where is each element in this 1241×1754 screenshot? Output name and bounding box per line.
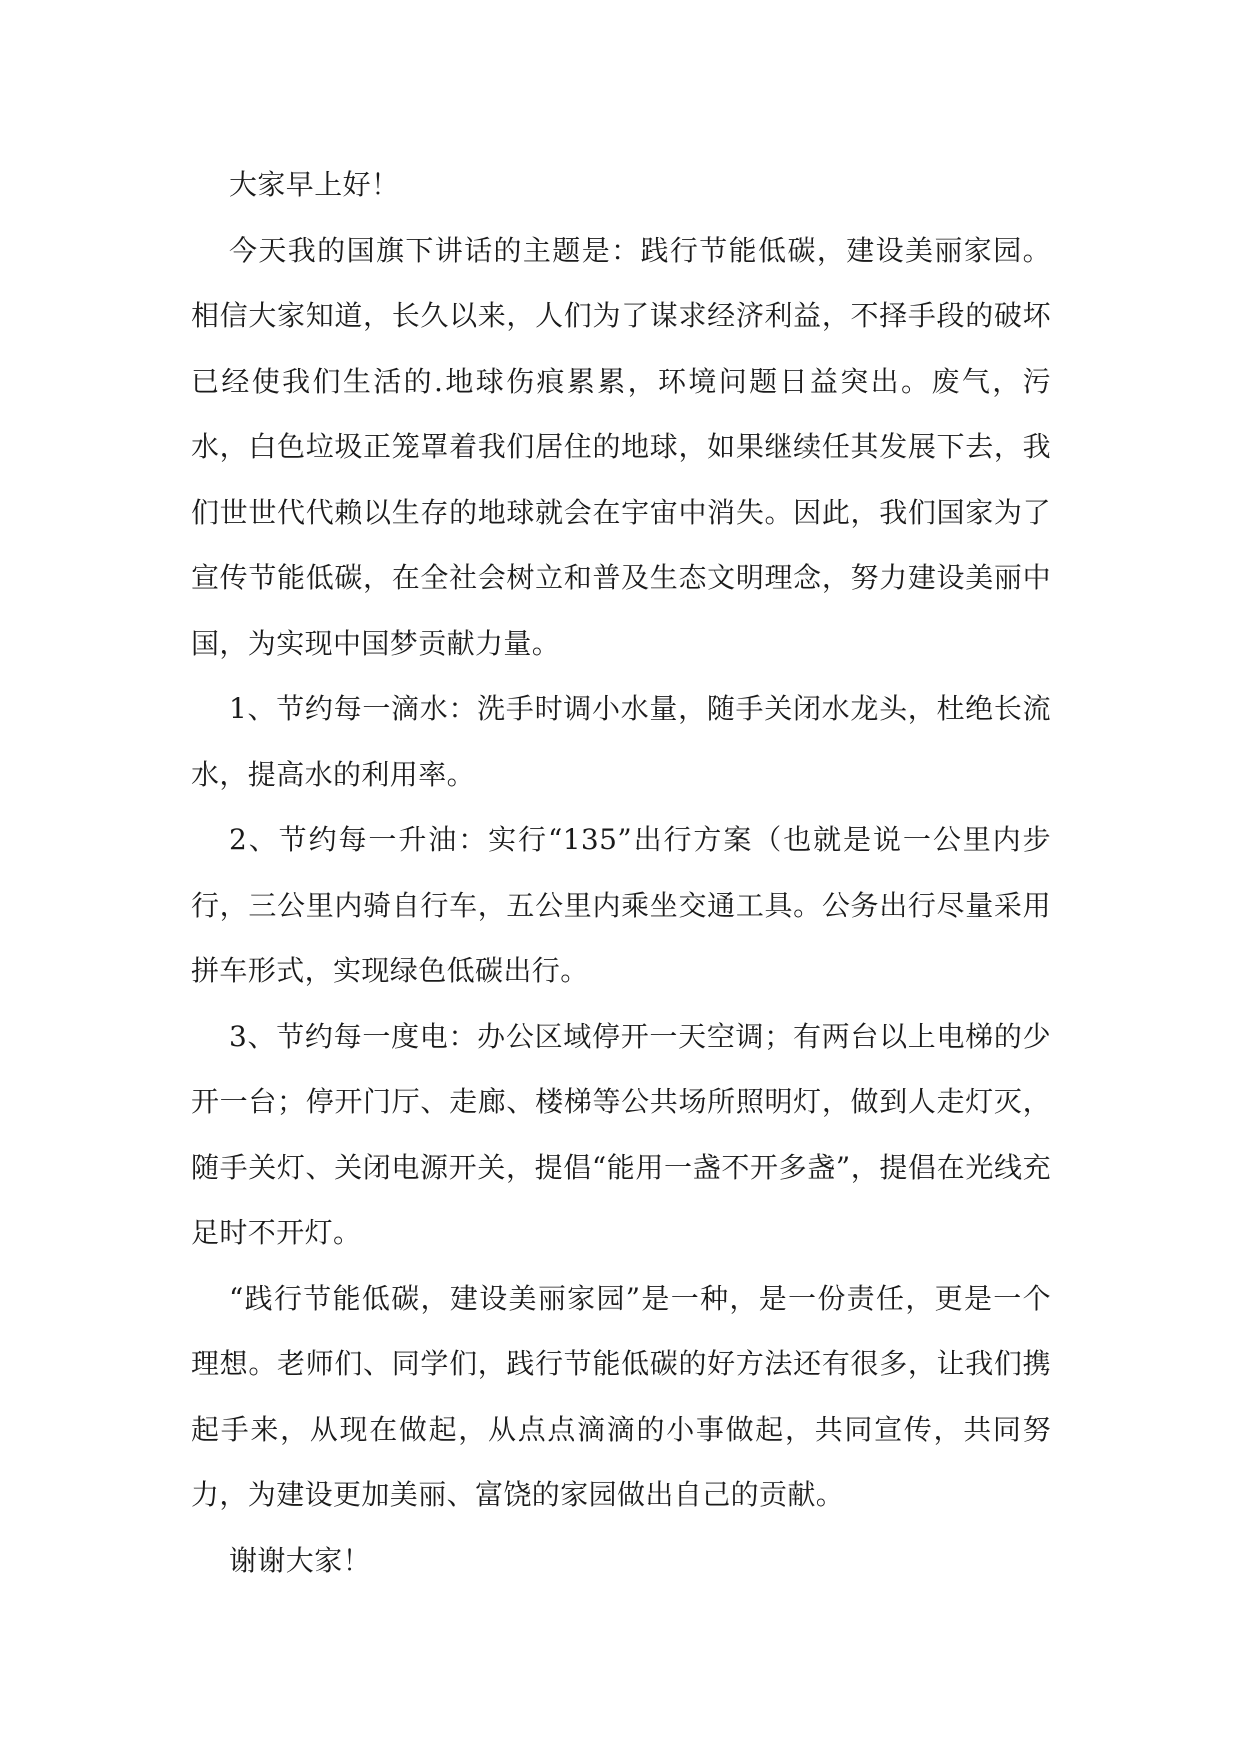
- closing-paragraph: “践行节能低碳，建设美丽家园”是一种，是一份责任，更是一个理想。老师们、同学们，践行节能低碳的好方法还有很多，让我们携起手来，从现在做起，从点点滴滴的小事做起，共同宣传，共同努力，为建设更加美丽、富饶的家园做出自己的贡献。: [191, 1281, 1051, 1511]
- greeting-paragraph: 大家早上好！: [229, 168, 400, 201]
- item-3-electricity-paragraph: 3、节约每一度电：办公区域停开一天空调；有两台以上电梯的少开一台；停开门厅、走廊、楼梯等公共场所照明灯，做到人走灯灭，随手关灯、关闭电源开关，提倡“能用一盏不开多盏”，提倡在光线充足时不开灯。: [191, 1019, 1051, 1249]
- item-2-oil-paragraph: 2、节约每一升油：实行“135”出行方案（也就是说一公里内步行，三公里内骑自行车，五公里内乘坐交通工具。公务出行尽量采用拼车形式，实现绿色低碳出行。: [191, 823, 1051, 987]
- thanks-paragraph: 谢谢大家！: [229, 1543, 372, 1577]
- intro-paragraph: 今天我的国旗下讲话的主题是：践行节能低碳，建设美丽家园。相信大家知道，长久以来，人们为了谋求经济利益，不择手段的破坏已经使我们生活的.地球伤痕累累，环境问题日益突出。废气，污水，白色垃圾正笼罩着我们居住的地球，如果继续任其发展下去，我们世世代代赖以生存的地球就会在宇宙中消失。因此，我们国家为了宣传节能低碳，在全社会树立和普及生态文明理念，努力建设美丽中国，为实现中国梦贡献力量。: [191, 233, 1051, 660]
- item-1-water-paragraph: 1、节约每一滴水：洗手时调小水量，随手关闭水龙头，杜绝长流水，提高水的利用率。: [191, 692, 1051, 791]
- document-body: [191, 152, 1051, 1593]
